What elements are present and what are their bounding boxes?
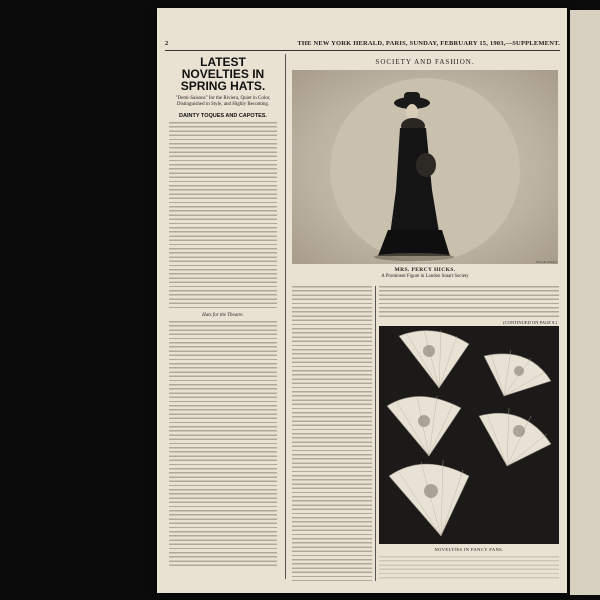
bottom-right-text	[379, 556, 559, 581]
masthead: THE NEW YORK HERALD, PARIS, SUNDAY, FEBRUARY 15, 1903,—SUPPLEMENT.	[297, 39, 560, 47]
article-body-text-2	[169, 321, 277, 566]
continued-note: (CONTINUED ON PAGE 8.)	[503, 320, 557, 325]
right-column-text	[379, 286, 559, 318]
article-sub-section-theatre: Hats for the Theatre.	[202, 313, 244, 318]
portrait-photo	[292, 70, 558, 264]
fans-caption: NOVELTIES IN FANCY FANS.	[434, 547, 504, 552]
article-headline: LATEST NOVELTIES IN SPRING HATS.	[180, 55, 266, 93]
header-rule	[165, 50, 560, 51]
page-number: 2	[165, 39, 169, 47]
article-body-text-1	[169, 122, 277, 310]
woman-portrait-illustration	[292, 70, 558, 264]
fans-photo	[379, 326, 559, 544]
photo-credit: Ellis & Walery	[536, 260, 557, 264]
column-divider-1	[285, 54, 286, 579]
fans-illustration	[379, 326, 559, 544]
article-subhead: "Demi-Saisons" for the Riviera, Quiet in Color, Distinguished in Style, and Highly Becoming.	[175, 96, 271, 107]
adjacent-page-edge	[570, 10, 600, 595]
column-divider-2	[375, 286, 376, 581]
portrait-caption-name: MRS. PERCY HICKS.	[394, 267, 456, 273]
left-article-column	[169, 54, 277, 579]
portrait-caption-desc: A Prominent Figure in London Smart Society	[381, 274, 469, 279]
society-fashion-title: SOCIETY AND FASHION.	[375, 58, 475, 66]
page-header	[165, 38, 560, 48]
newspaper-page	[157, 8, 567, 593]
middle-column-text	[292, 286, 372, 581]
article-section-head: DAINTY TOQUES AND CAPOTES.	[179, 113, 267, 119]
